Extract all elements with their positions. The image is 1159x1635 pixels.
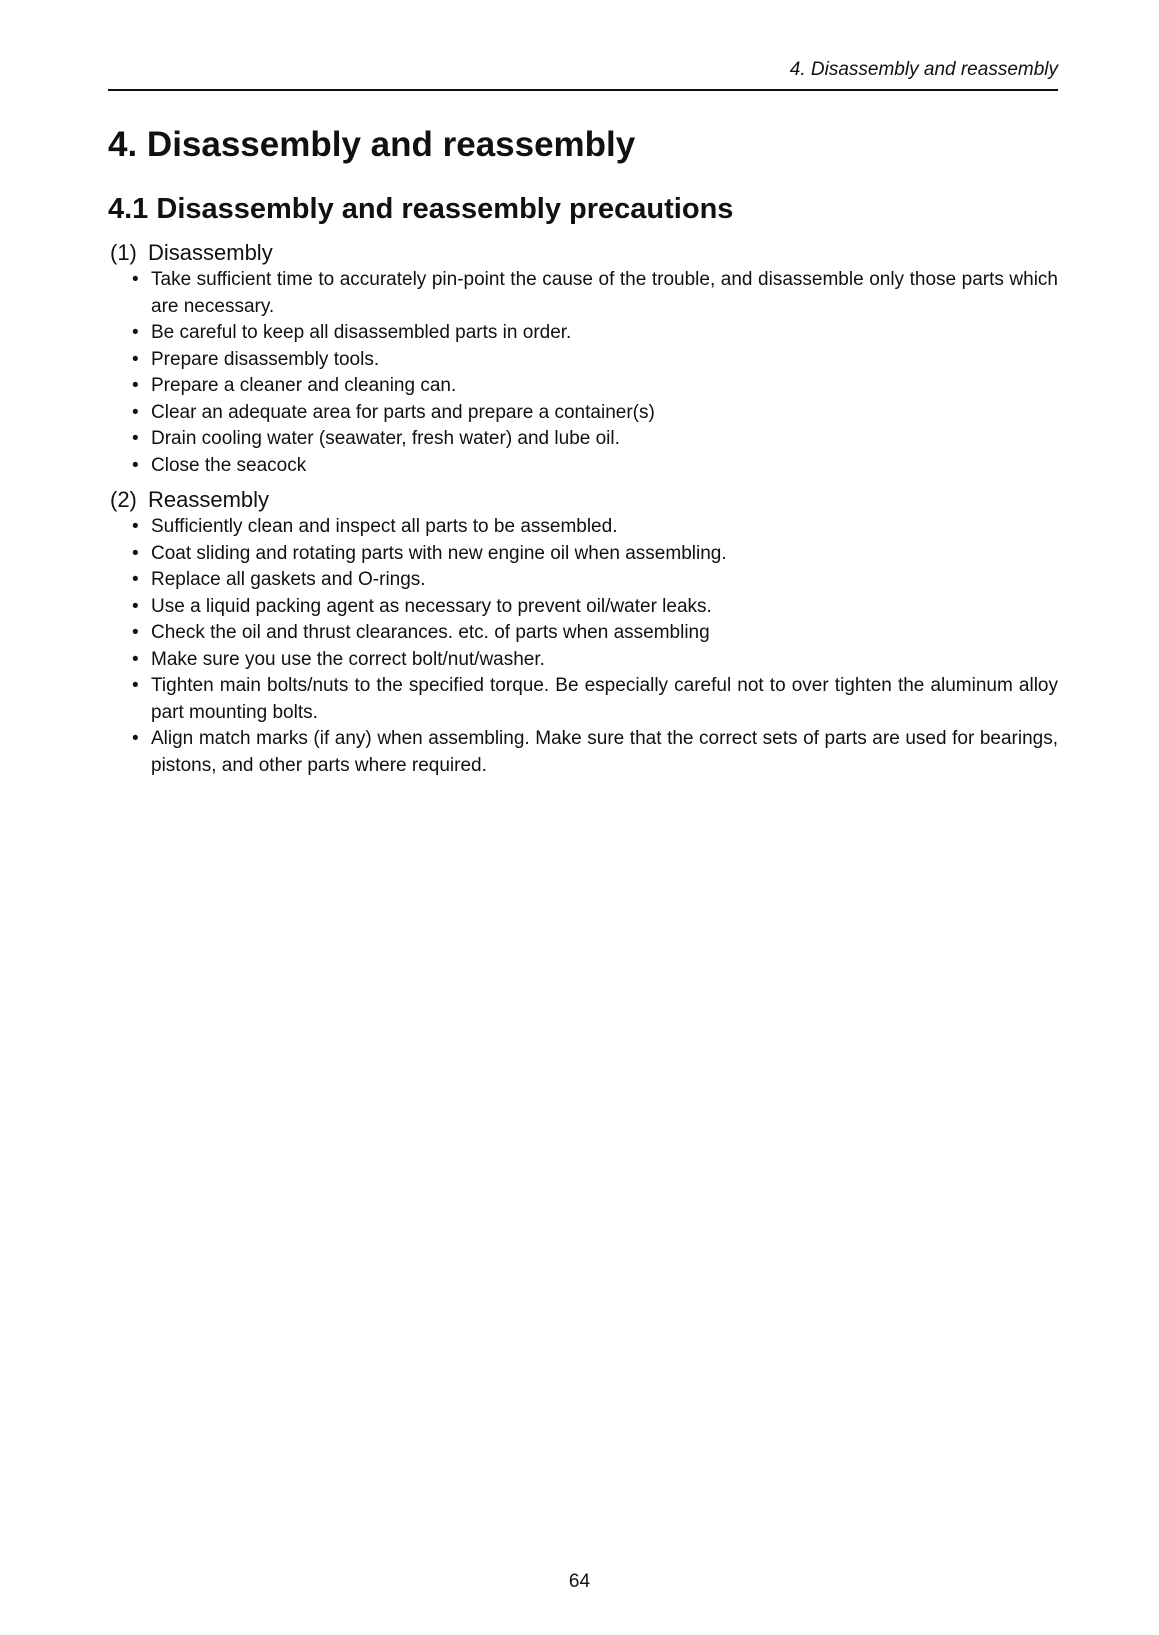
bullet-icon: • bbox=[132, 454, 139, 476]
page-number: 64 bbox=[568, 1571, 591, 1592]
list-item bbox=[108, 347, 1058, 374]
list-item bbox=[108, 647, 1058, 674]
bullet-icon: • bbox=[132, 516, 139, 537]
bullet-icon: • bbox=[132, 348, 139, 370]
list-item bbox=[108, 426, 1058, 453]
list-item bbox=[108, 514, 1058, 541]
list-item bbox=[108, 594, 1058, 621]
list-item-text: Close the seacock bbox=[151, 454, 307, 476]
reassembly-list bbox=[108, 514, 1058, 779]
reassembly-block bbox=[108, 487, 1058, 779]
list-item bbox=[108, 453, 1058, 480]
bullet-icon: • bbox=[132, 622, 139, 643]
list-item bbox=[108, 320, 1058, 347]
list-item bbox=[108, 400, 1058, 427]
disassembly-list bbox=[108, 267, 1058, 479]
bullet-icon: • bbox=[132, 269, 139, 290]
list-item-text: Replace all gaskets and O-rings. bbox=[151, 569, 426, 590]
bullet-icon: • bbox=[132, 728, 139, 749]
section-title: 4.1 Disassembly and reassembly precautions bbox=[108, 193, 734, 225]
list-item-text: Make sure you use the correct bolt/nut/washer. bbox=[151, 648, 545, 670]
list-item-text: Coat sliding and rotating parts with new engine oil when assembling. bbox=[151, 542, 727, 564]
list-item bbox=[108, 541, 1058, 568]
list-item-text: Prepare a cleaner and cleaning can. bbox=[151, 375, 457, 396]
bullet-icon: • bbox=[132, 569, 139, 590]
disassembly-heading bbox=[110, 240, 1058, 266]
list-item-text: Align match marks (if any) when assembling. Make sure that the correct sets of parts are used for bearings, pistons, and other parts where required. bbox=[151, 728, 1058, 776]
list-item bbox=[108, 567, 1058, 594]
bullet-icon: • bbox=[132, 648, 139, 670]
list-item-text: Check the oil and thrust clearances. etc. of parts when assembling bbox=[151, 622, 710, 643]
list-item-text: Use a liquid packing agent as necessary to prevent oil/water leaks. bbox=[151, 595, 712, 617]
chapter-title: 4. Disassembly and reassembly bbox=[108, 125, 636, 164]
list-item-text: Sufficiently clean and inspect all parts to be assembled. bbox=[151, 516, 618, 537]
list-item bbox=[108, 673, 1058, 726]
bullet-icon: • bbox=[132, 375, 139, 396]
reassembly-heading-text: Reassembly bbox=[148, 487, 270, 512]
running-header: 4. Disassembly and reassembly bbox=[789, 59, 1058, 80]
list-item bbox=[108, 620, 1058, 647]
bullet-icon: • bbox=[132, 542, 139, 564]
disassembly-block bbox=[108, 240, 1058, 479]
list-item bbox=[108, 267, 1058, 320]
reassembly-number: (2) bbox=[110, 487, 137, 512]
list-item-text: Be careful to keep all disassembled parts in order. bbox=[151, 322, 572, 343]
disassembly-heading-text: Disassembly bbox=[148, 240, 273, 265]
header-rule bbox=[108, 89, 1058, 91]
bullet-icon: • bbox=[132, 595, 139, 617]
disassembly-number: (1) bbox=[110, 240, 137, 265]
reassembly-heading bbox=[110, 487, 1058, 513]
list-item bbox=[108, 373, 1058, 400]
bullet-icon: • bbox=[132, 675, 139, 696]
list-item-text: Clear an adequate area for parts and prepare a container(s) bbox=[151, 401, 655, 423]
list-item bbox=[108, 726, 1058, 779]
list-item-text: Drain cooling water (seawater, fresh water) and lube oil. bbox=[151, 428, 620, 449]
list-item-text: Take sufficient time to accurately pin-point the cause of the trouble, and disassemble only those parts which are necessary. bbox=[151, 269, 1058, 317]
list-item-text: Prepare disassembly tools. bbox=[151, 348, 380, 370]
bullet-icon: • bbox=[132, 322, 139, 343]
bullet-icon: • bbox=[132, 428, 139, 449]
list-item-text: Tighten main bolts/nuts to the specified torque. Be especially careful not to over tighten the aluminum alloy part mounting bolts. bbox=[151, 675, 1058, 723]
bullet-icon: • bbox=[132, 401, 139, 423]
